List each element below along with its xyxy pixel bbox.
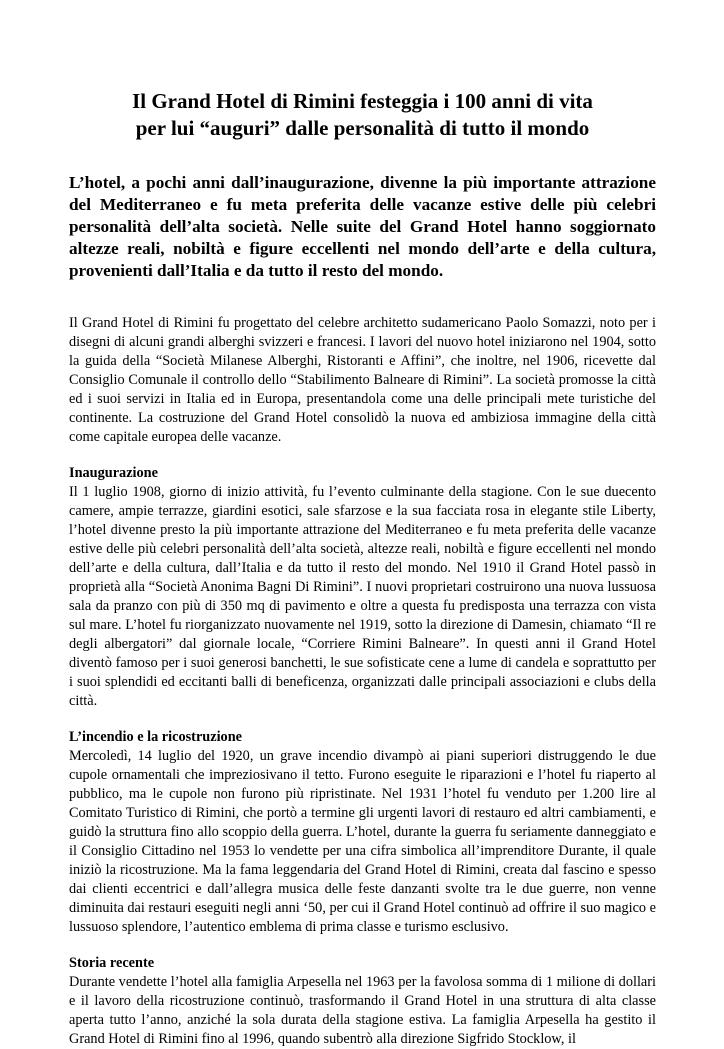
section-text: Durante vendette l’hotel alla famiglia Arpesella nel 1963 per la favolosa somma di 1 milione di dollari e il lavoro della ricostruzione continuò, trasformando il Grand Hotel in una struttura di alta classe aperta tutto l’anno, anziché la sola durata della stagione estiva. La famiglia Arpesella ha gestito il Grand Hotel di Rimini fino al 1996, quando subentrò alla direzione Sigfrido Stocklow, il <box>69 974 656 1047</box>
section-heading: Inaugurazione <box>69 465 158 481</box>
section-heading: L’incendio e la ricostruzione <box>69 729 243 745</box>
document-title <box>69 88 656 142</box>
intro-paragraph: Il Grand Hotel di Rimini fu progettato del celebre architetto sudamericano Paolo Somazzi, noto per i disegni di alcuni grandi alberghi svizzeri e francesi. I lavori del nuovo hotel iniziarono nel 1904, sotto la guida della “Società Milanese Alberghi, Ristoranti e Affini”, che inoltre, nel 1906, ricevette dal Consiglio Comunale il controllo dello “Stabilimento Balneare di Rimini”. La società promosse la città ed i suoi servizi in Italia ed in Europa, presentandola come una delle principali mete turistiche del continente. La costruzione del Grand Hotel consolidò la nuova ed ambiziosa immagine della città come capitale europea delle vacanze. <box>69 315 656 445</box>
section-incendio <box>69 728 656 937</box>
section-inaugurazione <box>69 464 656 711</box>
section-text: Il 1 luglio 1908, giorno di inizio attività, fu l’evento culminante della stagione. Con le sue duecento camere, ampie terrazze, giardini esotici, sale sfarzose e la sua facciata rosa in elegante stile Liberty, l’hotel divenne presto la più importante attrazione del Mediterraneo e fu meta preferita delle vacanze estive delle più celebri personalità dell’alta società, altezze reali, nobiltà e figure eccellenti nel mondo dell’arte e della cultura, dall’Italia e da tutto il resto del mondo. Nel 1910 il Grand Hotel passò in proprietà alla “Società Anonima Bagni Di Rimini”. I nuovi proprietari costruirono una nuova lussuosa sala da pranzo con più di 350 mq di pavimento e oltre a questa fu predisposta una terrazza con vista sul mare. L’hotel fu riorganizzato nuovamente nel 1919, sotto la direzione di Damesin, chiamato “Il re degli albergatori” dal giornale locale, “Corriere Rimini Balneare”. In questi anni il Grand Hotel diventò famoso per i suoi generosi banchetti, le sue sofisticate cene a lume di candela e soprattutto per i suoi splendidi ed eccitanti balli di beneficenza, organizzati dalle principali associazioni e clubs della città. <box>69 484 656 709</box>
section-heading: Storia recente <box>69 955 155 971</box>
section-storia-recente <box>69 954 656 1049</box>
section-text: Mercoledì, 14 luglio del 1920, un grave incendio divampò ai piani superiori distruggendo le due cupole ornamentali che impreziosivano il tetto. Furono eseguite le riparazioni e l’hotel fu riaperto al pubblico, ma le cupole non furono più ripristinate. Nel 1931 l’hotel fu venduto per 1.200 lire al Comitato Turistico di Rimini, che portò a termine gli urgenti lavori di restauro ed altri cambiamenti, e guidò la struttura fino allo scoppio della guerra. L’hotel, durante la guerra fu seriamente danneggiato e il Consiglio Cittadino nel 1953 lo vendette per una cifra simbolica all’imprenditore Durante, il quale iniziò la ricostruzione. Ma la fama leggendaria del Grand Hotel di Rimini, creata dal fascino e spesso dai clienti eccentrici e dall’allegra musica delle feste danzanti svolte tra le due guerre, non venne diminuita dai restauri eseguiti negli anni ‘50, per cui il Grand Hotel continuò ad offrire il suo magico e lussuoso splendore, l’autentico emblema di prima classe e turismo esclusivo. <box>69 748 656 935</box>
title-line-2: per lui “auguri” dalle personalità di tutto il mondo <box>135 116 590 140</box>
lead-paragraph: L’hotel, a pochi anni dall’inaugurazione, divenne la più importante attrazione del Mediterraneo e fu meta preferita delle vacanze estive delle più celebri personalità dell’alta società. Nelle suite del Grand Hotel hanno soggiornato altezze reali, nobiltà e figure eccellenti nel mondo dell’arte e della cultura, provenienti dall’Italia e da tutto il resto del mondo. <box>69 173 656 280</box>
title-line-1: Il Grand Hotel di Rimini festeggia i 100 anni di vita <box>132 89 593 113</box>
